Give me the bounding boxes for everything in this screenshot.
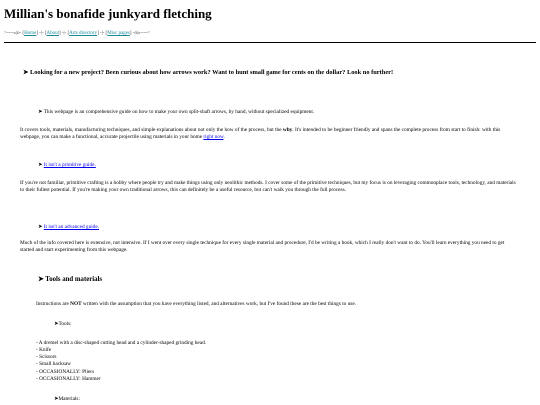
intro-period: .: [223, 133, 225, 140]
list-item: - OCCASIONALLY: Hammer: [36, 375, 101, 382]
tools-materials-heading-text: Tools and materials: [45, 276, 103, 283]
list-item: - A dremel with a disc-shaped cutting head and a cylinder-shaped grinding head.: [36, 340, 207, 346]
nav-prefix: >----»|o- [: [4, 31, 25, 36]
arrow-bullet-icon: ➤: [38, 224, 43, 230]
materials-label-text: Materials:: [58, 396, 80, 402]
tools-label: [54, 321, 72, 328]
nav-link-arts-directory[interactable]: Arts directory: [69, 31, 98, 36]
intro-heading: [23, 69, 393, 77]
not-emphasis: NOT: [70, 301, 82, 307]
list-item: - OCCASIONALLY: Pliers: [36, 368, 95, 375]
arrow-bullet-icon: ➤: [54, 396, 59, 402]
intro-text-1: It covers tools, materials, manufacturing techniques, and simple explanations about not only the how of the process, but the: [20, 127, 283, 133]
list-item: - Knife: [36, 347, 52, 354]
primitive-guide-heading: [38, 162, 96, 169]
tools-materials-heading: [38, 276, 102, 285]
instructions-text-1: Instructions are: [36, 301, 71, 307]
why-emphasis: why: [282, 127, 293, 133]
nav-link-misc-pages[interactable]: Misc pages: [107, 31, 130, 36]
primitive-paragraph: If you're not familiar, primitive crafting is a hobby where people try and make things using only neolithic methods. I cover some of the primitive techniques, but my focus is on leveraging commonplace tools, technology, and materials to their fullest potential. If you're making your own traditional arrows, this can definitely be a useful resource, but can't walk you through the full process.: [20, 180, 516, 193]
guide-line: [38, 109, 314, 116]
tools-label-text: Tools:: [58, 321, 72, 327]
materials-label: [54, 396, 80, 403]
instructions-text-2: written with the assumption that you have everything listed, and alternatives work, but I've found these are the best things to use.: [81, 301, 357, 307]
nav-bar: [4, 31, 150, 38]
instructions-note: [36, 301, 356, 308]
guide-line-text: This webpage is an comprehensive guide on how to make your own split-shaft arrows, by hand, without specialized equipment.: [43, 109, 315, 115]
intro-text-2: . It's intended to be beginner friendly and spans the complete process from start to finish: with this webpage, you can make a functional, accurate projectile using materials in your home: [20, 127, 501, 140]
nav-separator: ] -|- [: [58, 31, 70, 36]
nav-separator: ] -|- [: [97, 31, 108, 36]
arrow-bullet-icon: ➤: [23, 69, 29, 76]
advanced-guide-link[interactable]: It isn't an advanced guide.: [43, 224, 100, 230]
intro-heading-text: Looking for a new project? Been curious about how arrows work? Want to hunt small game for cents on the dollar? Look no further!: [29, 69, 394, 76]
nav-suffix: ] -o|»----<: [129, 31, 150, 36]
tools-list: [36, 340, 206, 383]
header-divider: [4, 42, 536, 43]
primitive-guide-link[interactable]: It isn't a primitive guide.: [43, 162, 96, 168]
list-item: - Small hacksaw: [36, 361, 72, 368]
arrow-bullet-icon: ➤: [38, 109, 43, 115]
intro-paragraph: [20, 127, 518, 141]
advanced-guide-heading: [38, 224, 99, 231]
arrow-bullet-icon: ➤: [38, 162, 43, 168]
nav-separator: ] -|- [: [36, 31, 47, 36]
nav-link-about[interactable]: About: [46, 31, 59, 36]
nav-link-home[interactable]: Home: [24, 31, 37, 36]
arrow-bullet-icon: ➤: [38, 276, 44, 283]
advanced-paragraph: Much of the info covered here is extensive, not intensive. If I went over every single technique for every single material and procedure, I'd be writing a book, which I really don't want to do. You'll learn everything you need to get started and start experimenting from this webpage.: [20, 240, 505, 253]
list-item: - Scissors: [36, 354, 57, 361]
arrow-bullet-icon: ➤: [54, 321, 59, 327]
right-now-link[interactable]: right now: [203, 133, 224, 140]
site-title: Millian's bonafide junkyard fletching: [4, 6, 212, 21]
